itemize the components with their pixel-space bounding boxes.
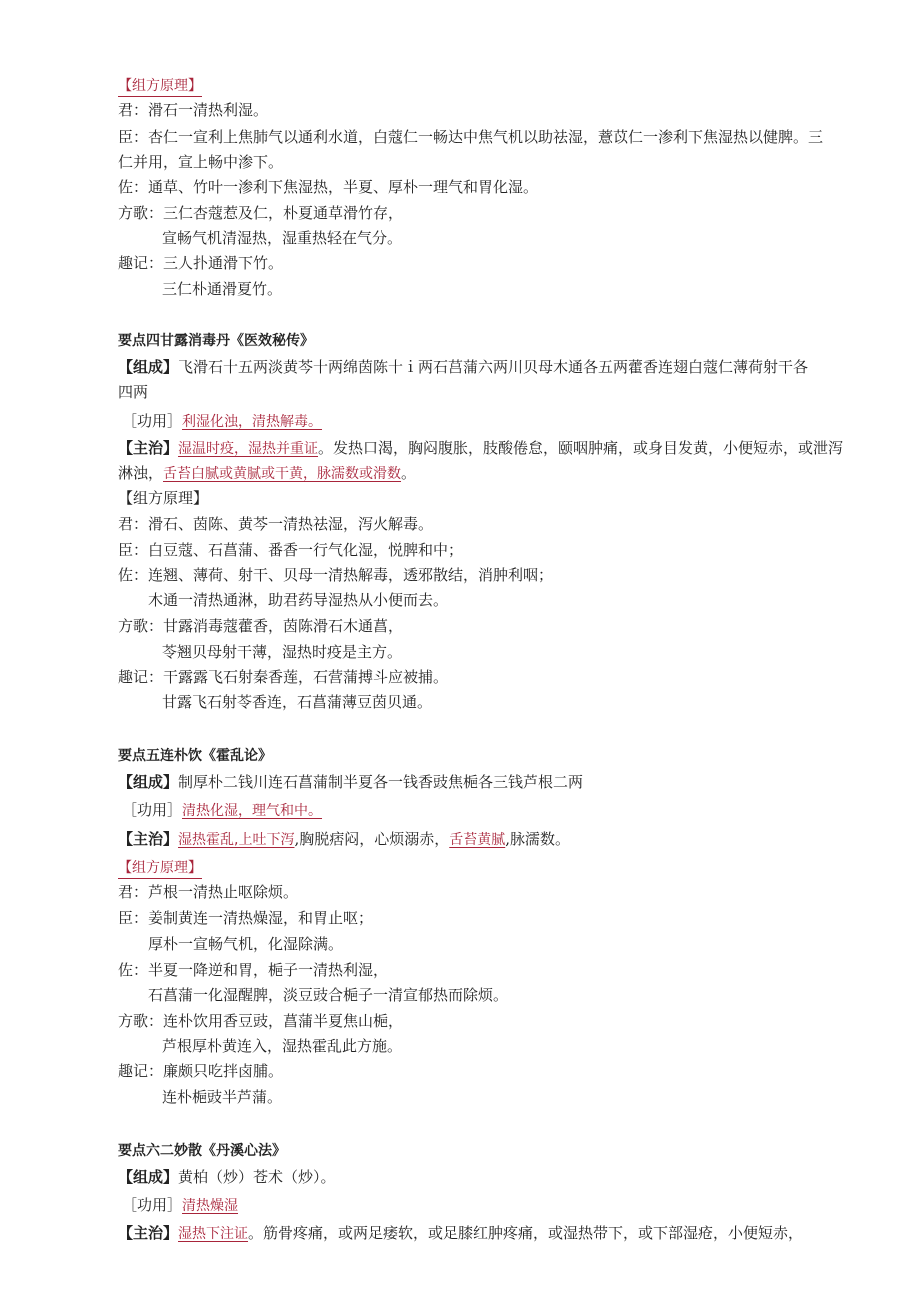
s4-zhuzhi-text-1: 。发热口渴，胸闷腹胀，肢酸倦怠，颐咽肿痛，或身目发黄，小便短赤，或泄泻 [318,439,844,457]
s6-gongyong-line [122,1195,238,1216]
s4-zucheng-label: 【组成】 [118,358,179,376]
s3-jun-line: 君：滑石一清热利湿。 [118,101,269,119]
s5-zucheng-label: 【组成】 [118,773,179,791]
s4-gongyong-text: 利湿化浊，清热解毒。 [182,414,323,430]
s4-title: 要点四甘露消毒丹《医效秘传》 [118,333,314,349]
s5-chen-line-2: 厚朴一宣畅气机，化湿除满。 [148,935,344,953]
s3-chen-line-2: 仁并用，宣上畅中渗下。 [118,153,284,171]
s4-zuo-line-1: 佐：连翘、薄荷、射干、贝母一清热解毒，透邪散结，消肿利咽； [118,566,554,584]
s4-zhuzhi-highlight-1: 湿温时疫，湿热并重证 [178,441,319,457]
s4-fangge-line-1: 方歌：甘露消毒蔻藿香，茵陈滑石木通菖， [118,617,404,635]
s4-jun-line: 君：滑石、茵陈、黄芩一清热祛湿，泻火解毒。 [118,515,434,533]
s6-zucheng-line [118,1167,336,1187]
s5-fangge-line-2: 芦根厚朴黄连入，湿热霍乱此方施。 [162,1037,403,1055]
s6-zhuzhi-line [118,1223,803,1244]
s6-zhuzhi-text-1: 。筋骨疼痛，或两足痿软，或足膝红肿疼痛，或湿热带下，或下部湿疮，小便短赤， [248,1224,804,1242]
s4-gongyong-line [122,411,322,432]
s4-quji-line-2: 甘露飞石射苓香连，石菖蒲薄豆茵贝通。 [162,693,433,711]
s5-zhuzhi-highlight-2: 舌苔黄腻 [449,832,506,848]
s6-zhuzhi-label: 【主治】 [118,1224,179,1242]
s6-title: 要点六二妙散《丹溪心法》 [118,1143,286,1159]
s6-gongyong-label: ［功用］ [122,1196,183,1214]
s4-yuanli-heading: 【组方原理】 [118,489,209,507]
s5-title: 要点五连朴饮《霍乱论》 [118,748,272,764]
s4-zhuzhi-text-2: 淋浊， [118,464,164,482]
s5-chen-line-1: 臣：姜制黄连一清热燥湿，和胃止呕； [118,909,374,927]
s5-zhuzhi-highlight-1: 湿热霍乱,上吐下泻 [178,832,295,848]
s5-zuo-line-1: 佐：半夏一降逆和胃，梔子一清热利湿， [118,961,389,979]
s4-zhuzhi-end: 。 [401,464,417,482]
s3-zuo-line: 佐：通草、竹叶一渗利下焦湿热，半夏、厚朴一理气和胃化湿。 [118,178,539,196]
s4-zucheng-text: 飞滑石十五两淡黄芩十两绵茵陈十ｉ两石莒蒲六两川贝母木通各五两藿香连翅白蔻仁薄荷射干各 [178,358,809,376]
s5-quji-line-1: 趣记：廉颇只吃拌卤脯。 [118,1062,284,1080]
s5-zucheng-line [118,772,583,792]
s5-zucheng-text: 制厚朴二钱川连石菖蒲制半夏各一钱香豉焦梔各三钱芦根二两 [178,773,584,791]
s6-zucheng-text: 黄柏（炒）苍术（炒）。 [178,1168,336,1186]
s3-quji-line-1: 趣记：三人扑通滑下竹。 [118,254,284,272]
s5-zhuzhi-text-1: ,胸脱痞闷，心烦溺赤， [294,830,450,848]
s4-gongyong-label: ［功用］ [122,412,183,430]
s4-chen-line: 臣：白豆蔻、石菖蒲、番香一行气化湿，悦脾和中； [118,541,464,559]
s4-zhuzhi-highlight-2: 舌苔白腻或黄腻或干黄，脉濡数或滑数 [163,466,402,482]
s4-zhuzhi-line-1 [118,438,843,459]
s5-zhuzhi-text-2: ,脉濡数。 [505,830,571,848]
s3-yuanli-heading: 【组方原理】 [118,76,202,97]
s5-zhuzhi-label: 【主治】 [118,830,179,848]
s5-jun-line: 君：芦根一清热止呕除烦。 [118,883,299,901]
s5-gongyong-line [122,800,322,821]
s6-gongyong-text: 清热燥湿 [182,1198,239,1214]
s5-gongyong-text: 清热化湿，理气和中。 [182,803,323,819]
s4-zuo-line-2: 木通一清热通淋，助君药导湿热从小便而去。 [148,591,449,609]
s5-fangge-line-1: 方歌：连朴饮用香豆豉，菖蒲半夏焦山梔， [118,1012,404,1030]
s6-zucheng-label: 【组成】 [118,1168,179,1186]
s3-chen-line-1: 臣：杏仁一宣利上焦肺气以通利水道，白蔻仁一畅达中焦气机以助祛湿，薏苡仁一渗利下焦湿热以健脾。三 [118,128,824,146]
s5-quji-line-2: 连朴梔豉半芦蒲。 [162,1088,283,1106]
s5-zuo-line-2: 石菖蒲一化湿醒脾，淡豆豉合梔子一清宣郁热而除烦。 [148,986,509,1004]
s4-zucheng-line-1 [118,357,808,377]
s4-fangge-line-2: 苓翘贝母射干薄，湿热时疫是主方。 [162,643,403,661]
s3-quji-line-2: 三仁朴通滑夏竹。 [162,280,283,298]
s4-zhuzhi-label: 【主治】 [118,439,179,457]
s4-quji-line-1: 趣记：干露露飞石射秦香莲，石营蒲搏斗应被捕。 [118,668,449,686]
s5-zhuzhi-line [118,829,570,850]
s3-fangge-line-2: 宣畅气机清湿热，湿重热轻在气分。 [162,229,403,247]
s4-zhuzhi-line-2 [118,463,416,484]
s5-yuanli-heading: 【组方原理】 [118,858,202,879]
s6-zhuzhi-highlight-1: 湿热下注证 [178,1226,249,1242]
s3-fangge-line-1: 方歌：三仁杏蔻惹及仁，朴夏通草滑竹存， [118,204,404,222]
s5-gongyong-label: ［功用］ [122,801,183,819]
s4-zucheng-line-2: 四两 [118,383,149,401]
